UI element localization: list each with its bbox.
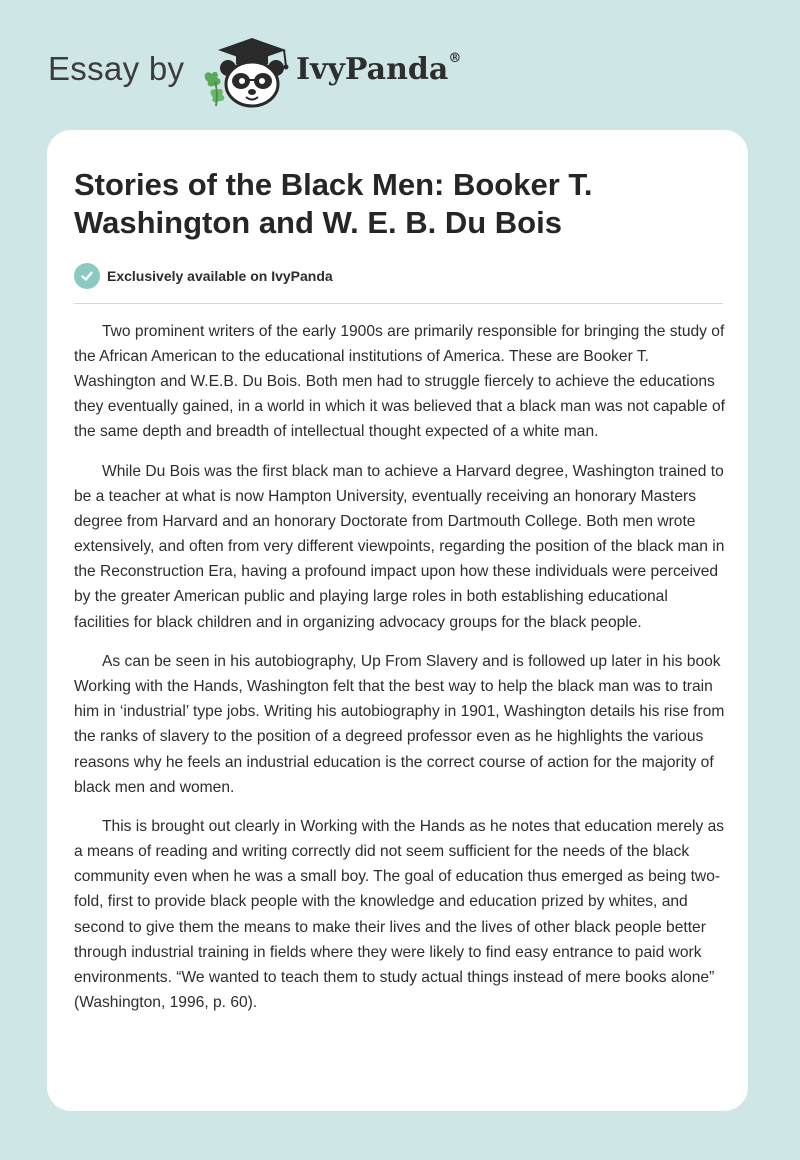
- essay-body: [74, 319, 726, 1029]
- badge-text: Exclusively available on IvyPanda: [107, 268, 333, 284]
- brand-text: IvyPanda: [296, 52, 449, 87]
- site-header: [0, 0, 800, 130]
- check-icon: [74, 263, 100, 289]
- paragraph: While Du Bois was the first black man to achieve a Harvard degree, Washington trained to be a teacher at what is now Hampton University, eventually receiving an honorary Masters degree from Harvard and an honorary Doctorate from Dartmouth College. Both men wrote extensively, and often from very different viewpoints, regarding the position of the black man in the Reconstruction Era, having a profound impact upon how these individuals were perceived by the greater American public and playing large roles in both establishing educational facilities for black children and in organizing advocacy groups for the black people.: [74, 462, 725, 631]
- paragraph: As can be seen in his autobiography, Up From Slavery and is followed up later in his book Working with the Hands, Washington felt that the best way to help the black man was to train him in ‘industrial’ type jobs. Writing his autobiography in 1901, Washington details his rise from the ranks of slavery to the position of a degreed professor even as he highlights the various reasons why he feels an industrial education is the correct course of action for the majority of black men and women.: [74, 653, 725, 796]
- panda-logo-icon[interactable]: [200, 36, 292, 108]
- paragraph: This is brought out clearly in Working with the Hands as he notes that education merely as a means of reading and writing correctly did not seem sufficient for the needs of the black community even when he was a small boy. The goal of education thus emerged as being two-fold, first to provide black people with the knowledge and education prized by whites, and second to give them the means to make their lives and the lives of other black people better through industrial training in fields where they were likely to find easy entrance to paid work environments. “We wanted to teach them to study actual things instead of mere books alone” (Washington, 1996, p. 60).: [74, 818, 725, 1011]
- registered-mark: ®: [448, 51, 462, 66]
- divider: [74, 303, 723, 304]
- essay-card: [47, 130, 748, 1111]
- brand-name[interactable]: [296, 52, 461, 87]
- essay-by-label: Essay by: [48, 50, 185, 87]
- page-title: Stories of the Black Men: Booker T. Washington and W. E. B. Du Bois: [74, 167, 593, 240]
- exclusive-badge: [74, 263, 333, 289]
- paragraph: Two prominent writers of the early 1900s are primarily responsible for bringing the study of the African American to the educational institutions of America. These are Booker T. Washington and W.E.B. Du Bois. Both men had to struggle fiercely to achieve the educations they eventually gained, in a world in which it was believed that a black man was not capable of the same depth and breadth of intellectual thought expected of a white man.: [74, 323, 725, 441]
